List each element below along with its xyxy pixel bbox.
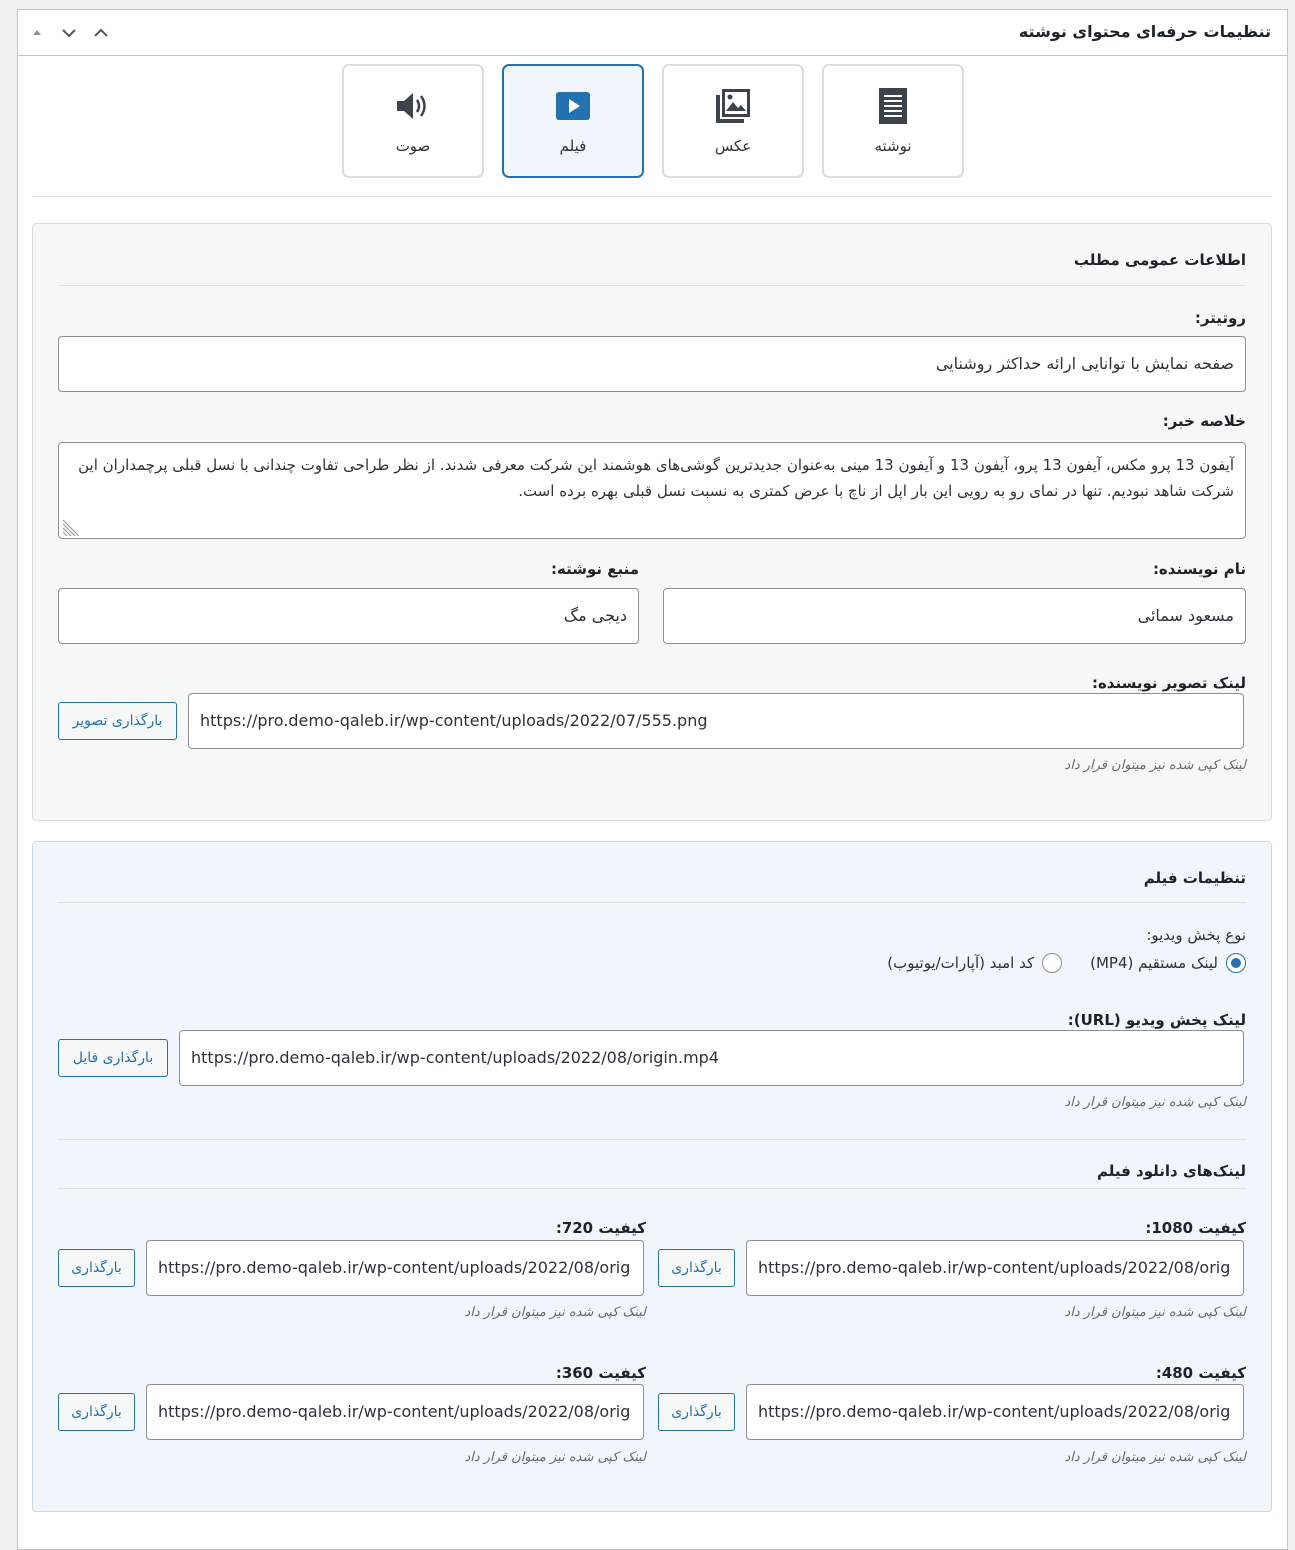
panel-title: اطلاعات عمومی مطلب (1073, 251, 1246, 269)
hint-text: لینک کپی شده نیز میتوان قرار داد (1064, 758, 1246, 773)
move-up-icon[interactable] (88, 20, 114, 46)
type-button-video[interactable] (502, 64, 644, 178)
author-image-label: لینک تصویر نویسنده: (1091, 674, 1246, 692)
move-down-icon[interactable] (56, 20, 82, 46)
divider (32, 196, 1272, 197)
hint-text: لینک کپی شده نیز میتوان قرار داد (1064, 1095, 1246, 1110)
hint-text: لینک کپی شده نیز میتوان قرار داد (1064, 1305, 1246, 1320)
document-icon (873, 86, 913, 126)
toggle-panel-icon[interactable] (24, 20, 50, 46)
radio-direct-label: لینک مستقیم (MP4) (1090, 954, 1218, 972)
post-type-selector (18, 64, 1287, 178)
hint-text: لینک کپی شده نیز میتوان قرار داد (1064, 1450, 1246, 1465)
source-label: منبع نوشته: (550, 560, 639, 578)
hint-text: لینک کپی شده نیز میتوان قرار داد (464, 1450, 646, 1465)
radio-direct-mp4[interactable] (1226, 953, 1246, 973)
radio-embed-label: کد امبد (آپارات/یوتیوب) (887, 954, 1035, 972)
author-label: نام نویسنده: (1152, 560, 1246, 578)
downloads-title: لینک‌های دانلود فیلم (1097, 1162, 1246, 1180)
panel-title: تنظیمات فیلم (1143, 869, 1246, 887)
type-label: صوت (395, 137, 431, 155)
upload-720-button[interactable]: بارگذاری (58, 1249, 135, 1287)
gallery-icon (713, 86, 753, 126)
rootitr-label: روتیتر: (1194, 309, 1246, 327)
type-label: عکس (714, 137, 752, 155)
type-label: نوشته (874, 137, 912, 155)
general-info-panel (32, 223, 1272, 821)
summary-label: خلاصه خبر: (1162, 412, 1246, 430)
summary-text: آیفون 13 پرو مکس، آیفون 13 پرو، آیفون 13 و آیفون 13 مینی به‌عنوان جدیدترین گوشی‌های هوشمند این شرکت معرفی شدند. از نظر طراحی تفاوت چندانی با نسل قبلی پرچمداران این شرکت شاهد نبودیم. تنها در نمای رو به رویی این بار اپل از ناچ با عرض کمتری به نسبت نسل قبلی بهره برده است. (78, 456, 1234, 500)
video-icon (553, 86, 593, 126)
quality-360-input[interactable]: https://pro.demo-qaleb.ir/wp-content/uploads/2022/08/orig (146, 1384, 644, 1440)
type-button-gallery[interactable] (662, 64, 804, 178)
author-input[interactable]: مسعود سمائی (663, 588, 1246, 644)
metabox-controls (24, 20, 114, 46)
type-button-audio[interactable] (342, 64, 484, 178)
upload-1080-button[interactable]: بارگذاری (658, 1249, 735, 1287)
metabox-title: تنظیمات حرفه‌ای محتوای نوشته (1018, 22, 1271, 41)
play-type-options (887, 953, 1246, 973)
upload-image-button[interactable]: بارگذاری تصویر (58, 702, 177, 740)
quality-720-label: کیفیت 720: (555, 1219, 646, 1237)
quality-1080-input[interactable]: https://pro.demo-qaleb.ir/wp-content/uploads/2022/08/orig (746, 1240, 1244, 1296)
summary-textarea[interactable] (58, 442, 1246, 539)
type-label: فیلم (559, 137, 587, 155)
video-url-input[interactable]: https://pro.demo-qaleb.ir/wp-content/uploads/2022/08/origin.mp4 (179, 1030, 1244, 1086)
rootitr-input[interactable]: صفحه نمایش با توانایی ارائه حداکثر روشنایی (58, 336, 1246, 392)
divider (58, 1139, 1246, 1140)
quality-1080-label: کیفیت 1080: (1145, 1219, 1246, 1237)
upload-360-button[interactable]: بارگذاری (58, 1393, 135, 1431)
divider (58, 285, 1246, 286)
audio-icon (393, 86, 433, 126)
divider (58, 1188, 1246, 1189)
hint-text: لینک کپی شده نیز میتوان قرار داد (464, 1305, 646, 1320)
upload-480-button[interactable]: بارگذاری (658, 1393, 735, 1431)
divider (58, 902, 1246, 903)
upload-file-button[interactable]: بارگذاری فایل (58, 1039, 168, 1077)
type-button-post[interactable] (822, 64, 964, 178)
radio-embed-code[interactable] (1042, 953, 1062, 973)
metabox-header (18, 10, 1287, 56)
quality-360-label: کیفیت 360: (555, 1364, 646, 1382)
quality-480-input[interactable]: https://pro.demo-qaleb.ir/wp-content/uploads/2022/08/orig (746, 1384, 1244, 1440)
resize-handle-icon[interactable] (61, 518, 79, 536)
quality-720-input[interactable]: https://pro.demo-qaleb.ir/wp-content/uploads/2022/08/orig (146, 1240, 644, 1296)
source-input[interactable]: دیجی مگ (58, 588, 639, 644)
video-settings-panel (32, 841, 1272, 1512)
video-url-label: لینک پخش ویدیو (URL): (1067, 1011, 1246, 1029)
play-type-label: نوع پخش ویدیو: (1146, 926, 1246, 944)
metabox (17, 9, 1288, 1550)
quality-480-label: کیفیت 480: (1155, 1364, 1246, 1382)
author-image-input[interactable]: https://pro.demo-qaleb.ir/wp-content/uploads/2022/07/555.png (188, 693, 1244, 749)
